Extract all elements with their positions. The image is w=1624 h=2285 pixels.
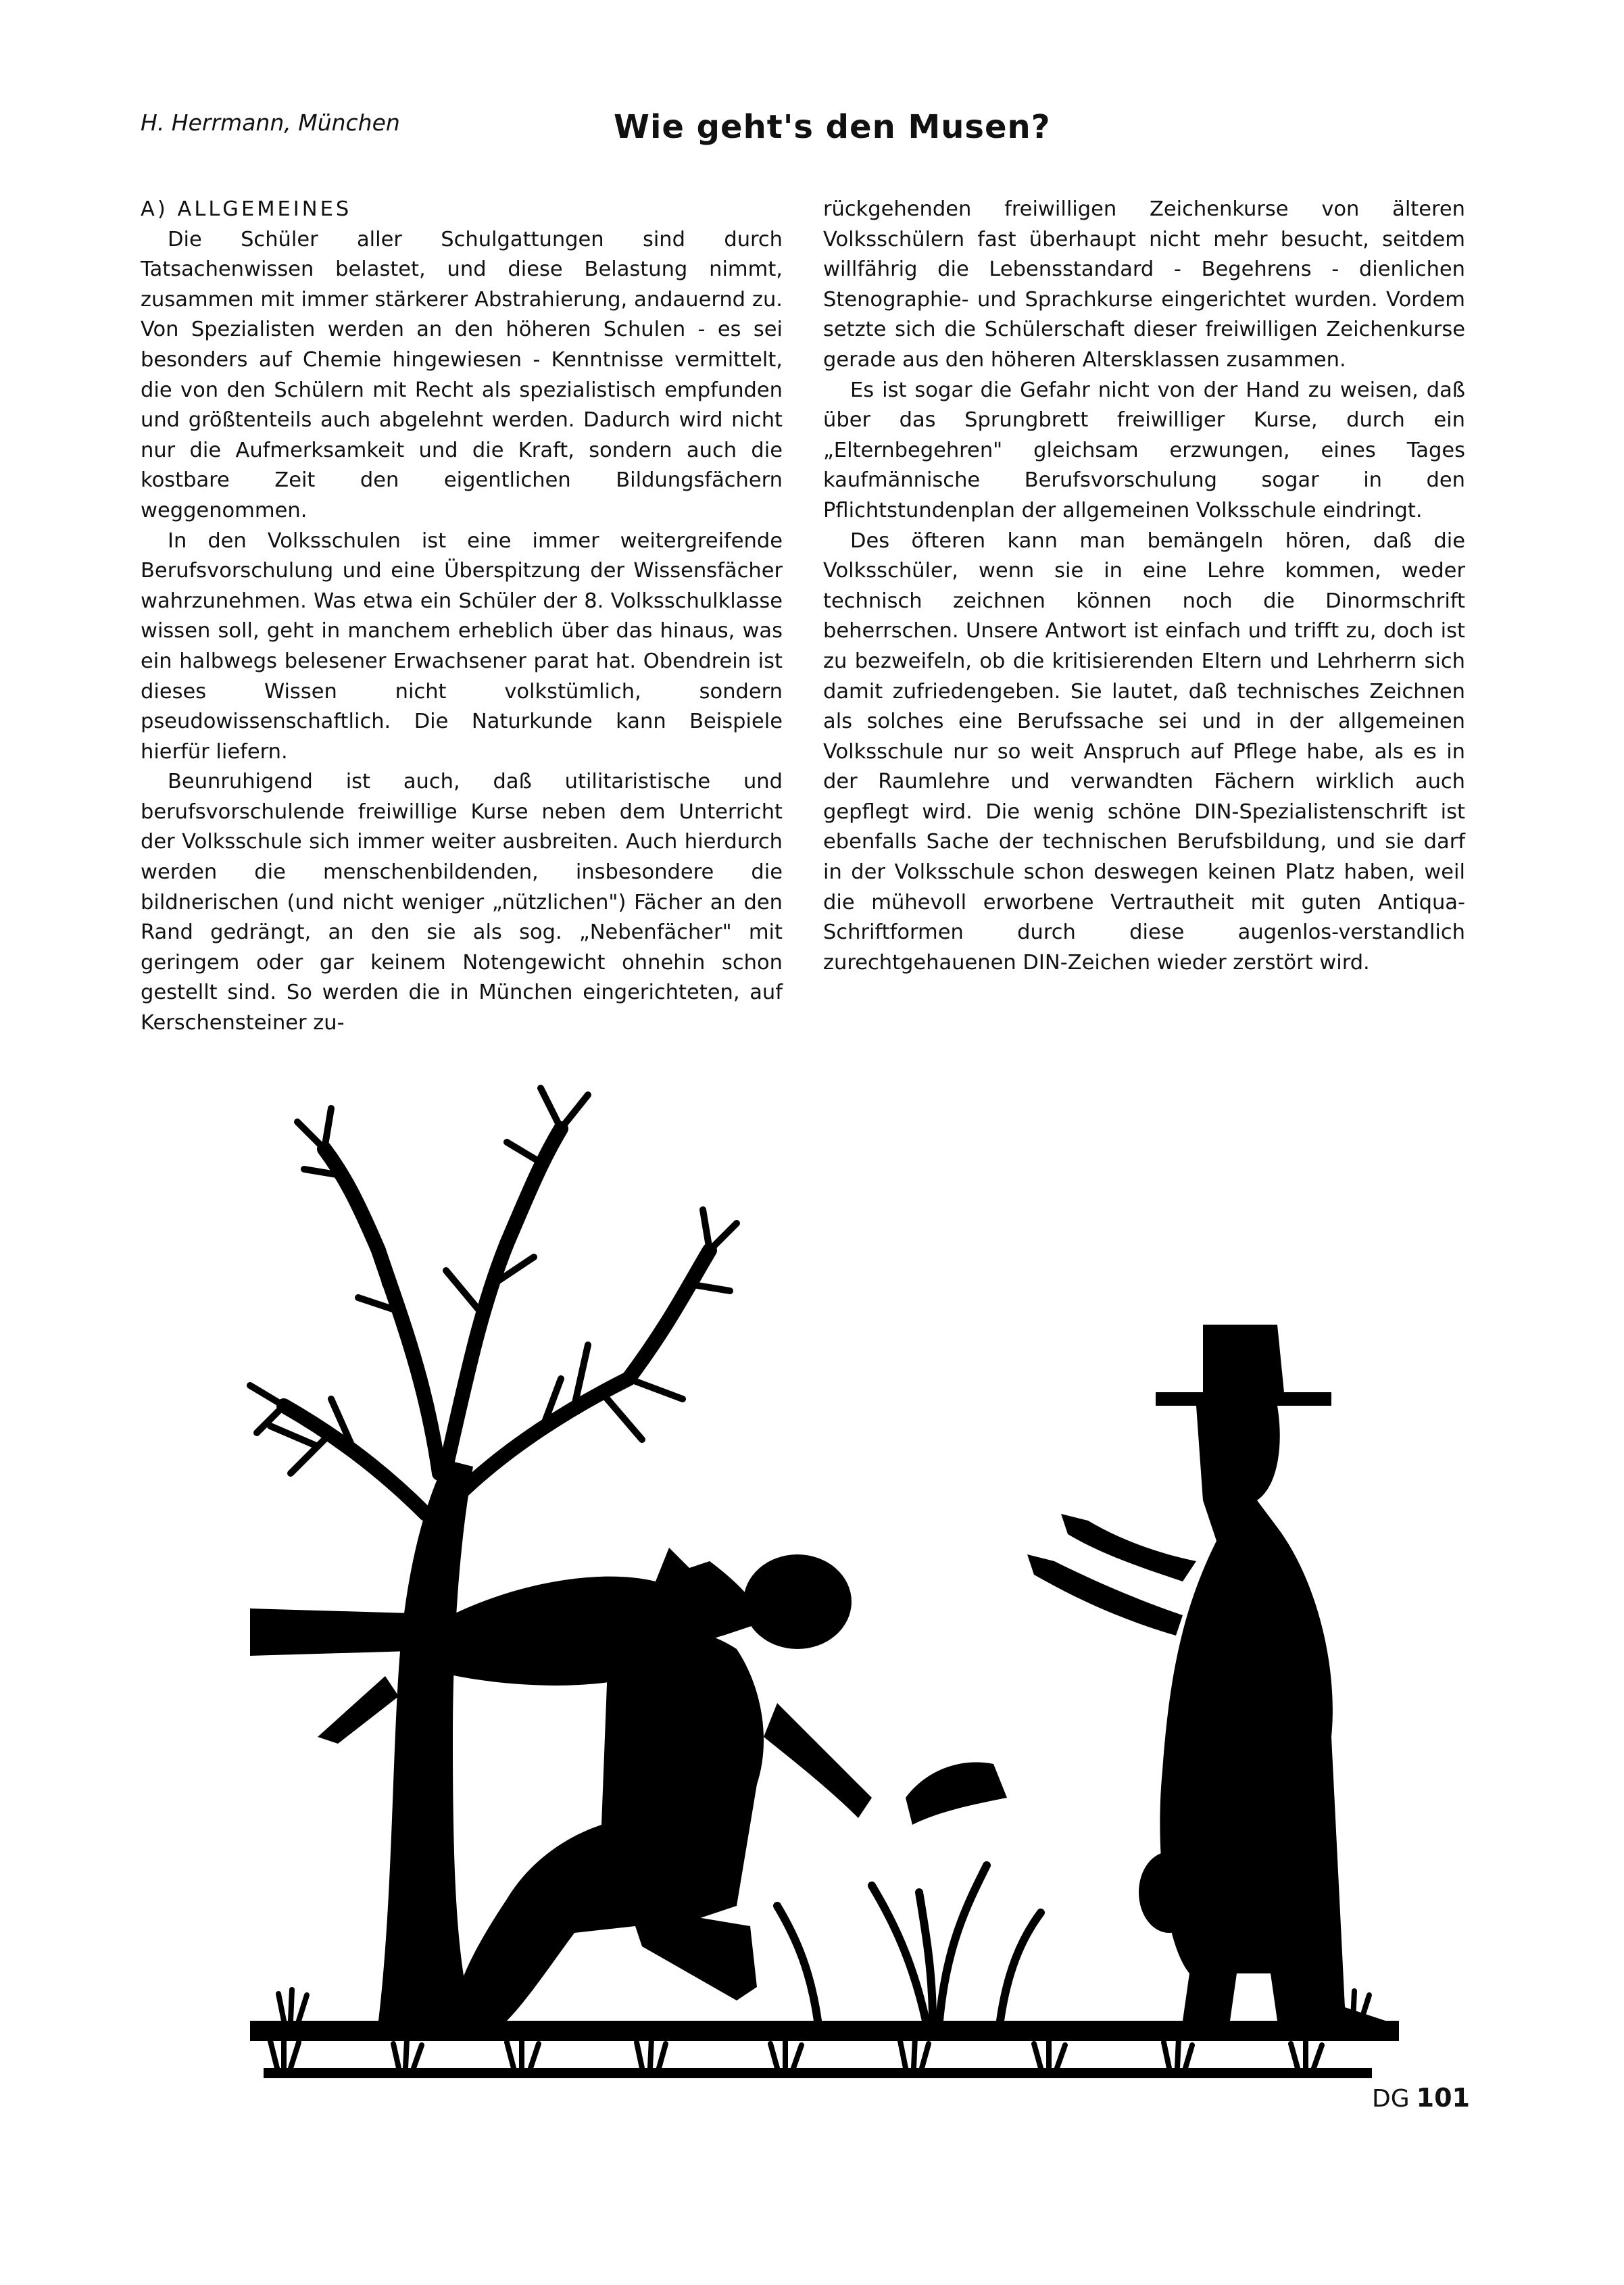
left-paragraph-2: In den Volksschulen ist eine immer weitergreifende Berufsvorschulung und eine Überspitzung der Wissensfächer wahrzunehmen. Was etwa ein Schüler der 8. Volksschulklasse wissen soll, geht in manchem erheblich über das hinaus, was ein halbwegs belesener Erwachsener parat hat. Obendrein ist dieses Wissen nicht volkstümlich, sondern pseudowissenschaftlich. Die Naturkunde kann Beispiele hierfür liefern. xyxy=(141,529,783,764)
left-paragraph-1: Die Schüler aller Schulgattungen sind durch Tatsachenwissen belastet, und diese Belastung nimmt, zusammen mit immer stärkerer Abstrahierung, andauernd zu. Von Spezialisten werden an den höheren Schulen - es sei besonders auf Chemie hingewiesen - Kenntnisse vermittelt, die von den Schülern mit Recht als spezialistisch empfunden und größtenteils auch abgelehnt werden. Dadurch wird nicht nur die Aufmerksamkeit und die Kraft, sondern auch die kostbare Zeit den eigentlichen Bildungsfächern weggenommen. xyxy=(141,227,783,522)
right-paragraph-3: Des öfteren kann man bemängeln hören, daß die Volksschüler, wenn sie in eine Lehre kommen, weder technisch zeichnen können noch die Dinormschrift beherrschen. Unsere Antwort ist einfach und trifft zu, doch ist zu bezweifeln, ob die kritisierenden Eltern und Lehrherrn sich damit zufriedengeben. Sie lautet, daß technisches Zeichnen als solches eine Berufssache sei und in der allgemeinen Volksschule nur so weit Anspruch auf Pflege habe, als es in der Raumlehre und verwandten Fächern wirklich auch gepflegt wird. Die wenig schöne DIN-Spezialistenschrift ist ebenfalls Sache der technischen Berufsbildung, und sie darf in der Volksschule schon deswegen keinen Platz haben, weil die mühevoll erworbene Vertrautheit mit guten Antiqua-Schriftformen durch diese augenlos-verstandlich zurechtgehauenen DIN-Zeichen wieder zerstört wird. xyxy=(823,529,1465,975)
page-number: 101 xyxy=(1416,2083,1470,2113)
right-paragraph-2: Es ist sogar die Gefahr nicht von der Hand zu weisen, daß über das Sprungbrett freiwilliger Kurse, durch ein „Elternbegehren" gleichsam erzwungen, eines Tages kaufmännische Berufsvorschulung sogar in den Pflichtstundenplan der allgemeinen Volksschule eindringt. xyxy=(823,378,1465,522)
article-title: Wie geht's den Musen? xyxy=(614,108,1051,146)
journal-abbreviation: DG xyxy=(1372,2085,1410,2113)
left-paragraph-3: Beunruhigend ist auch, daß utilitaristische und berufsvorschulende freiwillige Kurse neben dem Unterricht der Volksschule sich immer weiter ausbreiten. Auch hierdurch werden die menschenbildenden, insbesondere die bildnerischen (und nicht weniger „nützlichen") Fächer an den Rand gedrängt, an den sie als sog. „Nebenfächer" mit geringem oder gar keinem Notengewicht ohnehin schon gestellt sind. So werden die in München eingerichteten, auf Kerschensteiner zu- xyxy=(141,770,783,1035)
page-footer xyxy=(1372,2083,1470,2113)
right-column xyxy=(823,195,1465,978)
section-heading: A) ALLGEMEINES xyxy=(141,197,352,221)
left-column xyxy=(141,195,783,1039)
author-line: H. Herrmann, München xyxy=(141,109,400,136)
right-paragraph-1: rückgehenden freiwilligen Zeichenkurse von älteren Volksschülern fast überhaupt nicht mehr besucht, seitdem willfährig die Lebensstandard - Begehrens - dienlichen Stenographie- und Sprachkurse eingerichtet wurden. Vordem setzte sich die Schülerschaft dieser freiwilligen Zeichenkurse gerade aus den höheren Altersklassen zusammen. xyxy=(823,197,1465,372)
silhouette-cut-paper-icon xyxy=(223,1027,1426,2082)
